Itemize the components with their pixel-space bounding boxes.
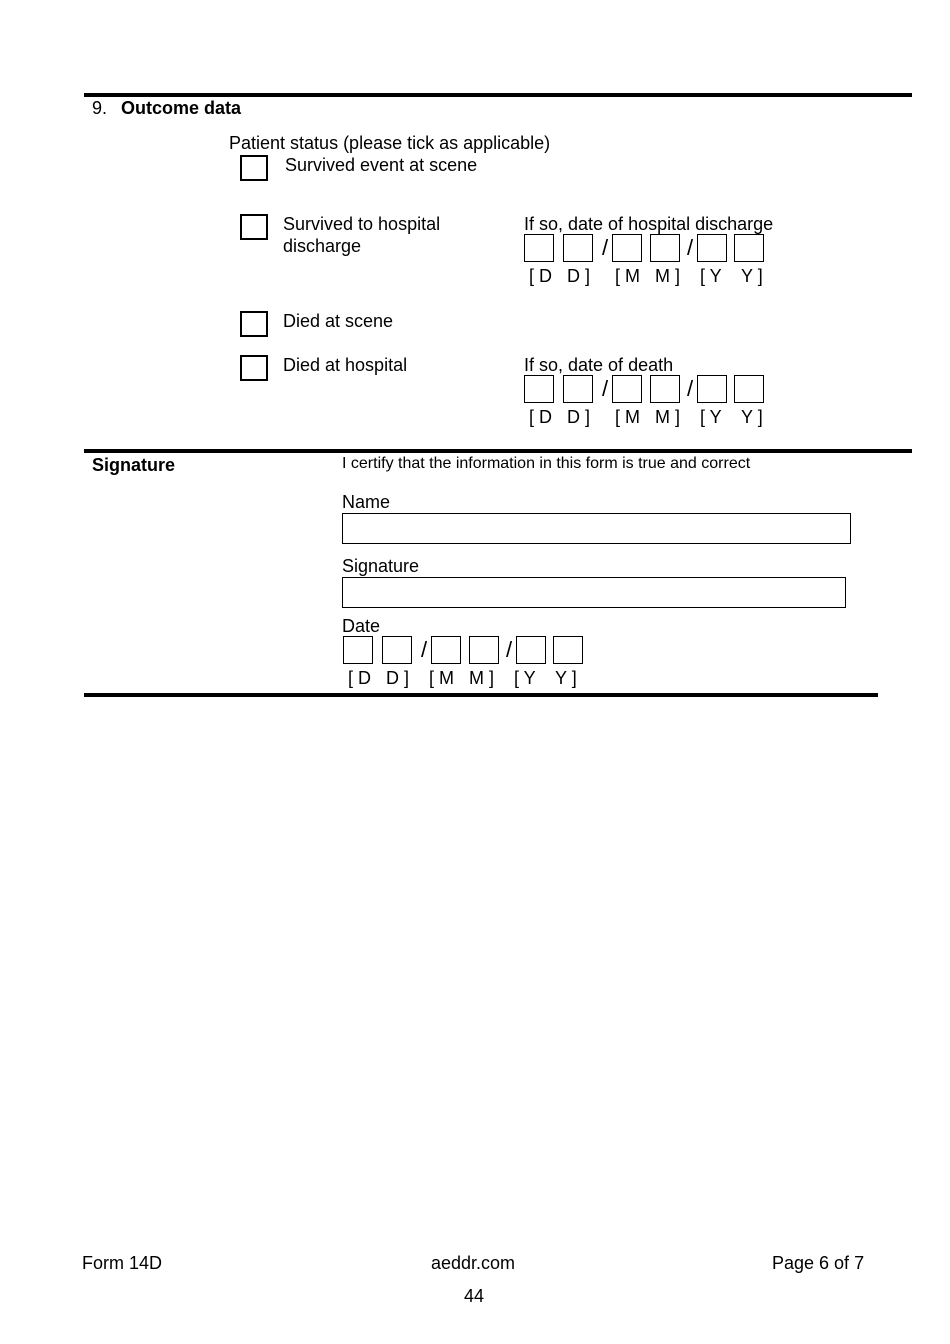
- survived-discharge-label-line2: discharge: [283, 236, 362, 256]
- date-format-month: [ M M ]: [429, 668, 494, 688]
- signature-field[interactable]: [342, 577, 846, 608]
- signature-bottom-rule: [84, 693, 878, 697]
- date-format-month: [ M M ]: [615, 407, 680, 427]
- died-hospital-checkbox[interactable]: [240, 355, 268, 381]
- death-month-2-box[interactable]: [650, 375, 680, 403]
- discharge-month-2-box[interactable]: [650, 234, 680, 262]
- discharge-month-1-box[interactable]: [612, 234, 642, 262]
- discharge-year-1-box[interactable]: [697, 234, 727, 262]
- date-separator: /: [602, 235, 609, 260]
- date-separator: /: [602, 376, 609, 401]
- date-format-year: [ Y Y ]: [700, 407, 763, 427]
- date-format-day: [ D D ]: [529, 266, 591, 286]
- survived-discharge-checkbox[interactable]: [240, 214, 268, 240]
- date-separator: /: [687, 235, 694, 260]
- signature-label: Signature: [342, 556, 420, 576]
- date-format-year: [ Y Y ]: [700, 266, 763, 286]
- footer-site: aeddr.com: [431, 1253, 516, 1273]
- date-label: Date: [342, 616, 381, 636]
- death-day-1-box[interactable]: [524, 375, 554, 403]
- death-month-1-box[interactable]: [612, 375, 642, 403]
- survived-scene-checkbox[interactable]: [240, 155, 268, 181]
- died-hospital-label: Died at hospital: [283, 355, 408, 375]
- date-separator: /: [421, 637, 428, 662]
- date-format-year: [ Y Y ]: [514, 668, 577, 688]
- certify-statement: I certify that the information in this form is true and correct: [342, 455, 751, 472]
- signature-month-1-box[interactable]: [431, 636, 461, 664]
- signature-month-2-box[interactable]: [469, 636, 499, 664]
- death-year-1-box[interactable]: [697, 375, 727, 403]
- died-scene-checkbox[interactable]: [240, 311, 268, 337]
- section-number: 9.: [92, 98, 108, 118]
- footer-page-number: 44: [464, 1286, 485, 1306]
- discharge-day-1-box[interactable]: [524, 234, 554, 262]
- discharge-year-2-box[interactable]: [734, 234, 764, 262]
- date-format-day: [ D D ]: [348, 668, 410, 688]
- date-separator: /: [506, 637, 513, 662]
- death-day-2-box[interactable]: [563, 375, 593, 403]
- footer-form-id: Form 14D: [82, 1253, 163, 1273]
- discharge-day-2-box[interactable]: [563, 234, 593, 262]
- signature-day-2-box[interactable]: [382, 636, 412, 664]
- signature-year-2-box[interactable]: [553, 636, 583, 664]
- survived-discharge-label-line1: Survived to hospital: [283, 214, 441, 234]
- date-format-day: [ D D ]: [529, 407, 591, 427]
- date-separator: /: [687, 376, 694, 401]
- discharge-date-label: If so, date of hospital discharge: [524, 214, 774, 234]
- footer-page: Page 6 of 7: [772, 1253, 865, 1273]
- signature-year-1-box[interactable]: [516, 636, 546, 664]
- name-field[interactable]: [342, 513, 851, 544]
- death-date-label: If so, date of death: [524, 355, 674, 375]
- section-top-rule: [84, 93, 912, 97]
- patient-status-instruction: Patient status (please tick as applicable): [229, 133, 551, 153]
- section-title: Outcome data: [121, 98, 242, 118]
- signature-top-rule: [84, 449, 912, 453]
- survived-scene-label: Survived event at scene: [285, 155, 478, 175]
- date-format-month: [ M M ]: [615, 266, 680, 286]
- signature-day-1-box[interactable]: [343, 636, 373, 664]
- name-label: Name: [342, 492, 391, 512]
- death-year-2-box[interactable]: [734, 375, 764, 403]
- died-scene-label: Died at scene: [283, 311, 394, 331]
- signature-heading: Signature: [92, 455, 176, 475]
